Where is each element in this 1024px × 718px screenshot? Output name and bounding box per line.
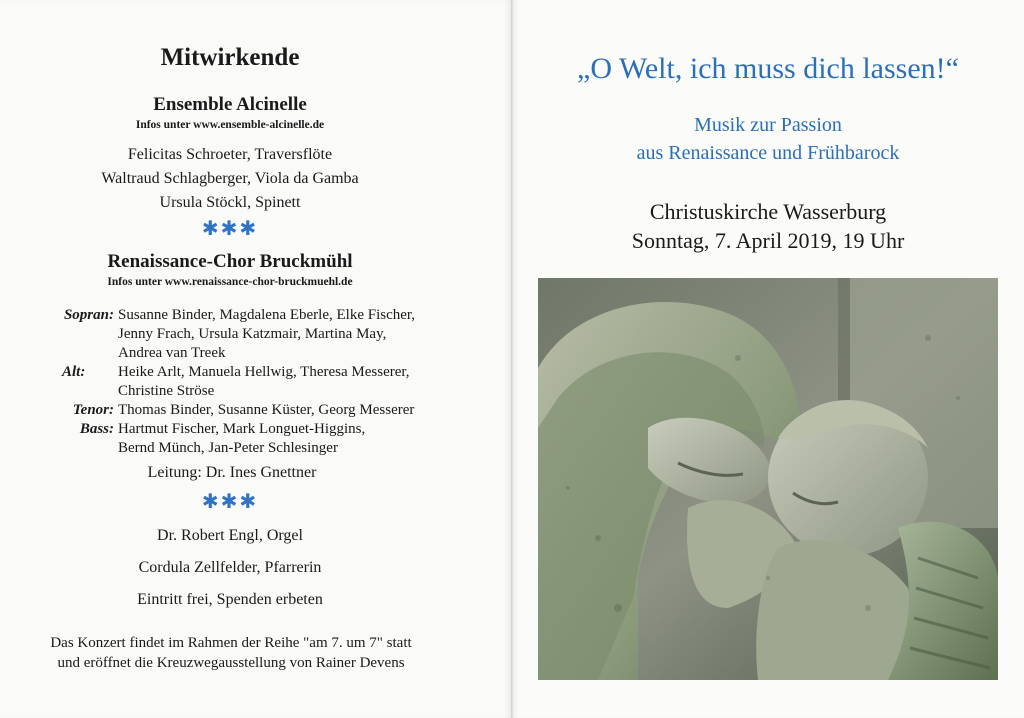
concert-subtitle: aus Renaissance und Frühbarock xyxy=(636,142,900,164)
ensemble-name: Ensemble Alcinelle xyxy=(153,94,307,115)
voice-sopran xyxy=(0,306,470,363)
choir-leitung: Leitung: Dr. Ines Gnettner xyxy=(147,464,317,481)
concert-date: Sonntag, 7. April 2019, 19 Uhr xyxy=(631,228,905,253)
concert-note-line: Das Konzert findet im Rahmen der Reihe "am 7. um 7" statt xyxy=(50,635,412,651)
voice-line: Hartmut Fischer, Mark Longuet-Higgins, xyxy=(118,421,366,437)
voice-alt xyxy=(0,363,470,401)
choir-name: Renaissance-Chor Bruckmühl xyxy=(107,251,353,272)
concert-note-line: und eröffnet die Kreuzwegausstellung von Rainer Devens xyxy=(57,655,405,671)
voice-line: Heike Arlt, Manuela Hellwig, Theresa Messerer, xyxy=(118,364,410,380)
voice-label: Bass: xyxy=(79,421,114,437)
concert-title: „O Welt, ich muss dich lassen!“ xyxy=(577,52,959,85)
concert-venue: Christuskirche Wasserburg xyxy=(649,199,887,224)
voice-line: Bernd Münch, Jan-Peter Schlesinger xyxy=(118,440,338,456)
voice-label: Alt: xyxy=(62,364,86,380)
ensemble-member: Waltraud Schlagberger, Viola da Gamba xyxy=(101,170,359,187)
stars-divider: ✱✱✱ xyxy=(201,218,259,240)
voice-line: Christine Ströse xyxy=(118,383,215,399)
voice-bass xyxy=(0,420,470,458)
heading-mitwirkende: Mitwirkende xyxy=(160,44,300,71)
stars-divider: ✱✱✱ xyxy=(201,491,259,513)
voice-line: Andrea van Treek xyxy=(118,345,226,361)
concert-note xyxy=(0,633,462,673)
ensemble-member: Felicitas Schroeter, Traversflöte xyxy=(127,146,333,163)
voice-line: Susanne Binder, Magdalena Eberle, Elke Fischer, xyxy=(118,307,416,323)
organist: Dr. Robert Engl, Orgel xyxy=(157,527,303,544)
concert-subtitle: Musik zur Passion xyxy=(694,114,842,136)
choir-voices xyxy=(0,306,470,458)
voice-line: Jenny Frach, Ursula Katzmair, Martina May, xyxy=(118,326,387,342)
ensemble-member: Ursula Stöckl, Spinett xyxy=(159,194,301,211)
voice-line: Thomas Binder, Susanne Küster, Georg Messerer xyxy=(118,402,415,418)
sculpture-photo xyxy=(538,278,998,680)
voice-label: Sopran: xyxy=(63,307,114,323)
voice-label: Tenor: xyxy=(72,402,114,418)
admission-note: Eintritt frei, Spenden erbeten xyxy=(137,591,323,608)
choir-info: Infos unter www.renaissance-chor-bruckmuehl.de xyxy=(107,276,353,288)
sculpture-illustration xyxy=(538,278,998,680)
ensemble-info: Infos unter www.ensemble-alcinelle.de xyxy=(135,119,325,131)
voice-tenor xyxy=(0,401,470,420)
pastor: Cordula Zellfelder, Pfarrerin xyxy=(138,559,322,576)
